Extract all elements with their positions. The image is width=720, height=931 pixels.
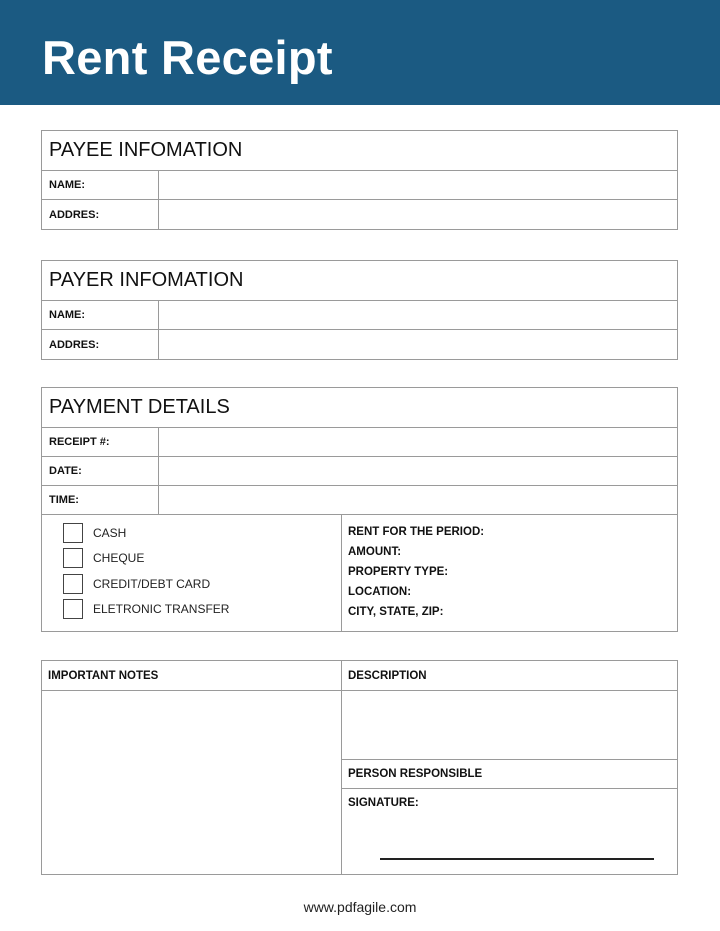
important-notes-column: [42, 661, 342, 874]
payer-name-row: [42, 301, 677, 330]
page-title: Rent Receipt: [42, 31, 333, 84]
date-label: DATE:: [42, 457, 159, 485]
payee-address-field[interactable]: [159, 200, 677, 229]
description-column: [342, 661, 677, 874]
cash-label: CASH: [93, 525, 127, 540]
transfer-label: ELETRONIC TRANSFER: [93, 602, 230, 617]
payee-name-row: [42, 171, 677, 200]
payee-section: [41, 130, 678, 230]
payer-name-label: NAME:: [42, 301, 159, 329]
signature-line[interactable]: [380, 858, 654, 860]
property-type-label: PROPERTY TYPE:: [348, 566, 449, 578]
important-notes-field[interactable]: [42, 691, 341, 873]
important-notes-heading: IMPORTANT NOTES: [42, 661, 341, 691]
notes-section: [41, 660, 678, 875]
location-label: LOCATION:: [348, 586, 412, 598]
cash-checkbox[interactable]: [63, 523, 83, 543]
rent-details-list: [342, 515, 677, 631]
receipt-number-field[interactable]: [159, 428, 677, 456]
payer-heading: PAYER INFOMATION: [42, 261, 677, 301]
receipt-number-row: [42, 428, 677, 457]
payment-method-list: [42, 515, 342, 631]
time-row: [42, 486, 677, 515]
header-banner: [0, 0, 720, 105]
time-label: TIME:: [42, 486, 159, 514]
signature-area: [342, 789, 677, 874]
card-checkbox[interactable]: [63, 574, 83, 594]
payee-heading: PAYEE INFOMATION: [42, 131, 677, 171]
payee-address-label: ADDRES:: [42, 200, 159, 229]
payer-section: [41, 260, 678, 360]
payer-address-label: ADDRES:: [42, 330, 159, 359]
footer-url: www.pdfagile.com: [303, 899, 417, 915]
payment-section: [41, 387, 678, 632]
description-heading: DESCRIPTION: [342, 661, 677, 691]
transfer-checkbox[interactable]: [63, 599, 83, 619]
payer-address-field[interactable]: [159, 330, 677, 359]
method-cash[interactable]: [63, 520, 341, 546]
payment-method-area: [42, 515, 677, 631]
amount-label: AMOUNT:: [348, 546, 402, 558]
city-state-zip-label: CITY, STATE, ZIP:: [348, 606, 444, 618]
rent-period-label: RENT FOR THE PERIOD:: [348, 526, 485, 538]
payee-name-label: NAME:: [42, 171, 159, 199]
payer-name-field[interactable]: [159, 301, 677, 329]
time-field[interactable]: [159, 486, 677, 514]
cheque-checkbox[interactable]: [63, 548, 83, 568]
method-cheque[interactable]: [63, 546, 341, 572]
card-label: CREDIT/DEBT CARD: [93, 576, 211, 591]
signature-label: SIGNATURE:: [348, 797, 419, 809]
method-transfer[interactable]: [63, 597, 341, 623]
payee-address-row: [42, 200, 677, 229]
date-row: [42, 457, 677, 486]
payee-name-field[interactable]: [159, 171, 677, 199]
receipt-number-label: RECEIPT #:: [42, 428, 159, 456]
cheque-label: CHEQUE: [93, 551, 145, 566]
date-field[interactable]: [159, 457, 677, 485]
payment-heading: PAYMENT DETAILS: [42, 388, 677, 428]
method-card[interactable]: [63, 571, 341, 597]
person-responsible-heading: PERSON RESPONSIBLE: [342, 760, 677, 789]
payer-address-row: [42, 330, 677, 359]
description-field[interactable]: [342, 691, 677, 760]
